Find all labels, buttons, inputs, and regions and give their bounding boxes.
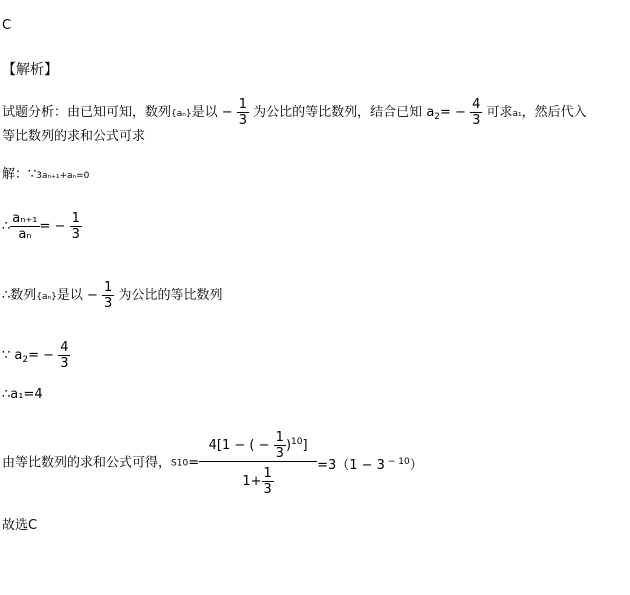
answer-text: C: [2, 18, 12, 33]
solution-step-2: [2, 211, 82, 242]
frac-den: 3: [60, 356, 69, 371]
fraction-one-third: [237, 97, 249, 128]
fraction-one-third: [70, 211, 82, 242]
solution-step-3: [2, 280, 222, 311]
analysis-line-2: 等比数列的求和公式可求: [2, 129, 146, 144]
a2-symbol: $a_2$: [426, 105, 441, 122]
solution-step-1: [2, 167, 89, 184]
analysis-text-a: 试题分析：由已知可知，数列: [2, 105, 172, 120]
frac-den: 3: [71, 227, 80, 242]
fraction-one-third: $\frac{1}{3}$: [275, 430, 284, 461]
seq-an: {aₙ}: [36, 292, 57, 302]
ratio-den: aₙ: [18, 227, 32, 242]
s10-symbol: S10: [171, 458, 189, 469]
fraction-four-third: [470, 97, 482, 128]
eq-neg: = −: [440, 105, 466, 120]
frac-num: 1: [238, 97, 248, 112]
step3-text-c: 为公比的等比数列: [118, 288, 223, 303]
solution-step-4: [2, 340, 70, 371]
eq-neg: = −: [39, 219, 66, 234]
eq-neg: = −: [28, 348, 55, 363]
sum-result: =3（1 − 3 $^{- 10}$）: [317, 456, 423, 473]
ratio-fraction: [10, 211, 39, 242]
frac-den: 3: [104, 296, 113, 311]
step3-text-a: ∴数列: [2, 288, 37, 303]
fraction-one-third: [102, 280, 114, 311]
a1-small: a₁: [512, 109, 522, 119]
sum-intro: 由等比数列的求和公式可得，: [2, 455, 172, 471]
analysis-text-c: 为公比的等比数列，结合已知: [253, 105, 423, 120]
seq-an: {aₙ}: [171, 109, 192, 119]
step3-text-b: 是以 −: [56, 288, 98, 303]
sum-numerator: 4[1 − ( − $\frac{1}{3}$ )$^{10}$]: [199, 430, 317, 462]
analysis-text-e: ，然后代入: [521, 105, 587, 120]
frac-num: 4: [472, 97, 481, 112]
ratio-num: aₙ₊₁: [12, 211, 38, 226]
solution-step-5: ∴a₁=4: [2, 387, 43, 402]
frac-num: 4: [60, 340, 69, 355]
conclusion-text: 故选C: [2, 518, 38, 533]
frac-den: 3: [472, 113, 481, 128]
analysis-line-1: [2, 97, 587, 128]
fraction-one-third: $\frac{1}{3}$: [263, 466, 272, 497]
frac-den: 3: [238, 113, 248, 128]
recurrence-eq: 3aₙ₊₁+aₙ=0: [36, 171, 90, 181]
frac-num: 1: [71, 211, 80, 226]
frac-num: 1: [104, 280, 113, 295]
analysis-text-b: 是以 −: [191, 105, 233, 120]
sum-denominator: 1+ $\frac{1}{3}$: [242, 466, 272, 497]
solution-prefix: 解：∵: [2, 167, 37, 182]
section-title: 【解析】: [2, 62, 58, 78]
solution-step-6: [2, 430, 423, 497]
sum-fraction: [199, 430, 317, 497]
fraction-four-third: [58, 340, 70, 371]
because-symbol: ∵: [2, 348, 11, 363]
analysis-text-d: 可求: [486, 105, 513, 120]
a2-symbol: $a_2$: [14, 348, 29, 365]
therefore-symbol: ∴: [2, 219, 11, 234]
equals-sign: =: [188, 455, 200, 471]
